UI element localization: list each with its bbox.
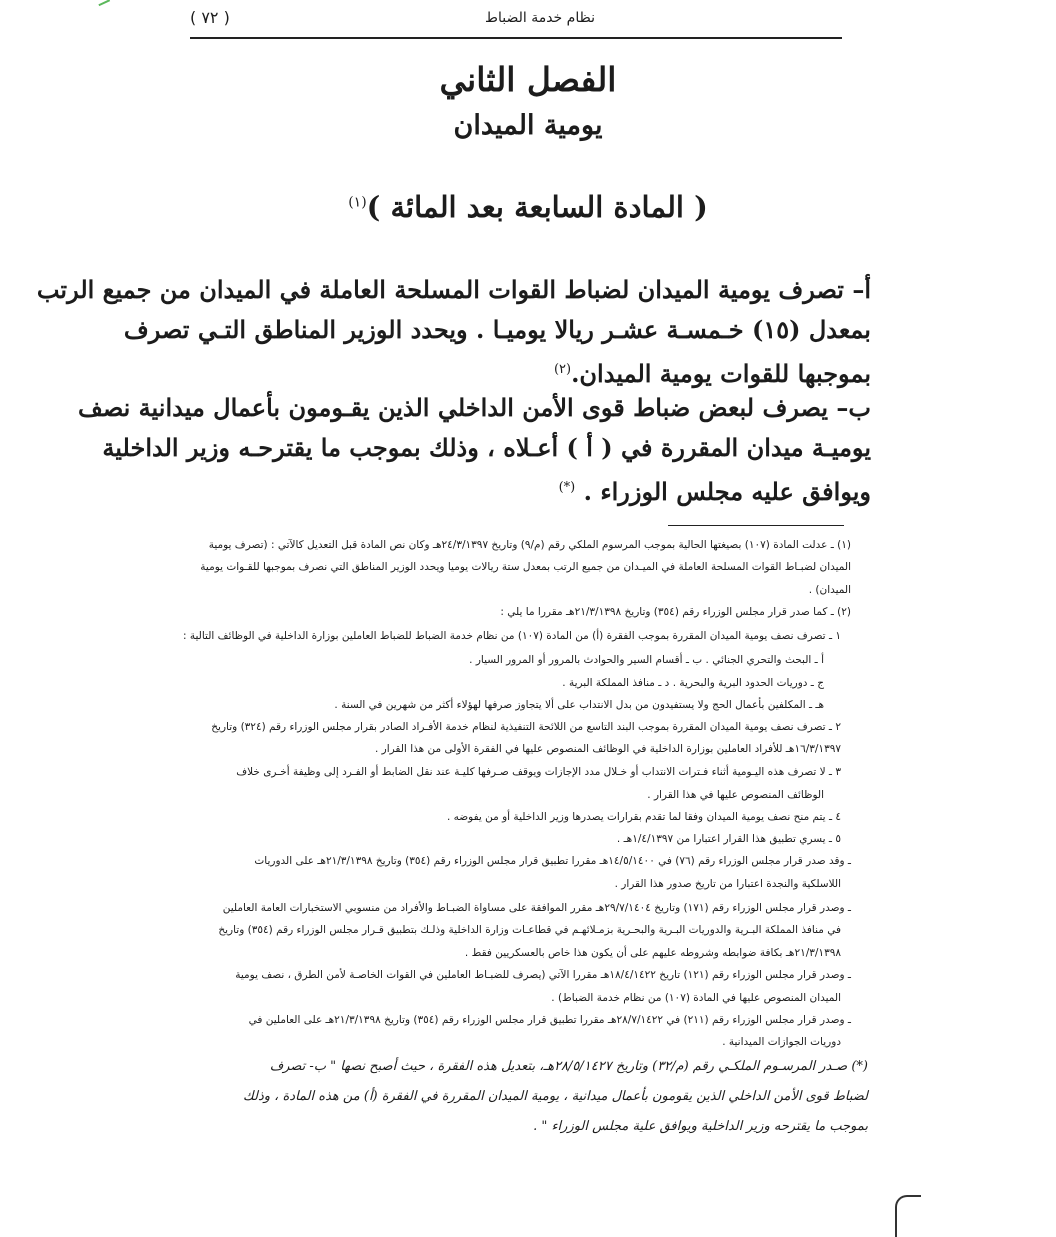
footnote-rule: [668, 525, 844, 526]
footnote-line: دوريات الجوازات الميدانية .: [722, 1036, 841, 1048]
page-curl-mark: [895, 1195, 921, 1237]
amendment-line: (*) صـدر المرسـوم الملكـي رقم (م/٣٢) وتاريخ ٢٨/٥/١٤٢٧هـ، بتعديل هذه الفقرة ، حيث أصبح نصها " ب- تصرف: [269, 1059, 868, 1074]
footnote-line: ١ ـ تصرف نصف يومية الميدان المقررة بموجب الفقرة (أ) من المادة (١٠٧) من نظام خدمة الضباط للضباط العاملين بوزارة الداخلية في الوظائف التالية :: [182, 630, 841, 642]
footnote-line: الميدان) .: [808, 584, 851, 596]
footnote-line: ـ وصدر قرار مجلس الوزراء رقم (١٧١) وتاريخ ٢٩/٧/١٤٠٤هـ مقرر الموافقة على مساواة الضبـاط والأفراد من منسوبي الاستخبارات العامة العاملين: [222, 902, 851, 914]
footnote-line: ٣ ـ لا تصرف هذه اليـومية أثناء فـترات الانتداب أو خـلال مدد الإجازات ويوقف صـرفها كليـة عند نقل الضابط أو الفـرد إلى وظيفة أخـرى خلاف: [236, 766, 841, 778]
footnote-line: (٢) ـ كما صدر قرار مجلس الوزراء رقم (٣٥٤) وتاريخ ٢١/٣/١٣٩٨هـ مقررا ما يلي :: [500, 606, 851, 618]
footnote-line: ٥ ـ يسري تطبيق هذا القرار اعتبارا من ١/٤/١٣٩٧هـ .: [616, 833, 841, 845]
footnote-ref-star: (*): [558, 480, 576, 495]
main-line-text: ويوافق عليه مجلس الوزراء .: [583, 477, 871, 506]
footnote-line: ٢١/٣/١٣٩٨هـ بكافة ضوابطه وشروطه عليهم على أن يكون هذا خاص بالعسكريين فقط .: [464, 947, 841, 959]
corner-mark: [96, 0, 110, 6]
footnote-line: أ ـ البحث والتحري الجنائي . ب ـ أقسام السير والحوادث بالمرور أو المرور السيار .: [469, 654, 824, 666]
header-rule: [190, 37, 842, 39]
main-line-text: بموجبها للقوات يومية الميدان.: [571, 359, 871, 388]
amendment-line: لضباط قوى الأمن الداخلي الذين يقومون بأعمال ميدانية ، يومية الميدان المقررة في الفقرة (أ) من هذه المادة ، وذلك: [243, 1089, 868, 1104]
running-title: نظام خدمة الضباط: [485, 10, 595, 26]
footnote-line: ج ـ دوريات الحدود البرية والبحرية . د ـ منافذ المملكة البرية .: [562, 677, 824, 689]
amendment-line: بموجب ما يقترحه وزير الداخلية ويوافق علية مجلس الوزراء " .: [533, 1119, 868, 1134]
article-heading-text: ( المادة السابعة بعد المائة ): [366, 190, 708, 224]
chapter-title: الفصل الثاني: [439, 60, 617, 99]
footnote-line: ١٦/٣/١٣٩٧هـ للأفراد العاملين بوزارة الداخلية في الوظائف المنصوص عليها في الفقرة الأولى من هذا القرار .: [374, 743, 841, 755]
footnote-line: (١) ـ عدلت المادة (١٠٧) بصيغتها الحالية بموجب المرسوم الملكي رقم (م/٩) وتاريخ ٢٤/٣/١٣٩٧هـ وكان نص المادة قبل التعديل كالآتي : (تصرف يومية: [208, 539, 851, 551]
footnote-line: الوظائف المنصوص عليها في هذا القرار .: [647, 789, 824, 801]
footnote-line: الميدان المنصوص عليها في المادة (١٠٧) من نظام خدمة الضباط) .: [551, 992, 841, 1004]
page-number: ( ٧٢ ): [190, 8, 230, 27]
footnote-ref-1: (١): [348, 194, 367, 211]
main-line: بمعدل (١٥) خـمسـة عشـر ريالا يوميـا . ويحدد الوزير المناطق التـي تصرف: [123, 315, 871, 344]
footnote-line: في منافذ المملكة البـرية والدوريات البـرية والبحـرية بزمـلائهـم في قطاعـات وزارة الداخلية وذلـك بتطبيق قـرار مجلس الوزراء رقم (٣٥٤) وتاريخ: [218, 924, 841, 936]
footnote-line: ـ وقد صدر قرار مجلس الوزراء رقم (٧٦) في ١٤/٥/١٤٠٠هـ مقررا تطبيق قرار مجلس الوزراء رقم (٣٥٤) وتاريخ ٢١/٣/١٣٩٨هـ على الدوريات: [254, 855, 851, 867]
main-line: أ– تصرف يومية الميدان لضباط القوات المسلحة العاملة في الميدان من جميع الرتب: [36, 275, 871, 304]
footnote-line: اللاسلكية والنجدة اعتبارا من تاريخ صدور هذا القرار .: [614, 878, 841, 890]
chapter-subtitle: يومية الميدان: [453, 110, 603, 141]
main-line: يوميـة ميدان المقررة في ( أ ) أعـلاه ، وذلك بموجب ما يقترحـه وزير الداخلية: [102, 433, 871, 462]
footnote-line: الميدان لضبـاط القوات المسلحة العاملة في الميـدان من جميع الرتب بمعدل ستة ريالات يوميا ويحدد الوزير المناطق التي نصرف بموجبها للقـوات يومية: [200, 561, 851, 573]
main-line: ب– يصرف لبعض ضباط قوى الأمن الداخلي الذين يقـومون بأعمال ميدانية نصف: [77, 393, 871, 422]
main-line: [559, 468, 871, 512]
footnote-line: ٢ ـ تصرف نصف يومية الميدان المقررة بموجب البند التاسع من اللائحة التنفيذية لنظام خدمة الأفـراد الصادر بقرار مجلس الوزراء رقم (٣٢٤) وتاريخ: [211, 721, 841, 733]
footnote-line: هـ ـ المكلفين بأعمال الحج ولا يستفيدون من بدل الانتداب على ألا يتجاوز صرفها لهؤلاء أكثر من شهرين في السنة .: [334, 699, 824, 711]
article-heading: [228, 190, 828, 224]
footnote-line: ـ وصدر قرار مجلس الوزراء رقم (١٢١) تاريخ ١٨/٤/١٤٢٢هـ مقررا الآتي (يصرف للضبـاط العاملين في القوات الخاصـة لأمن الطرق ، نصف يومية: [235, 969, 851, 981]
footnote-ref-2: (٢): [553, 362, 572, 377]
footnote-line: ـ وصدر قرار مجلس الوزراء رقم (٢١١) في ٢٨/٧/١٤٢٢هـ مقررا تطبيق قرار مجلس الوزراء رقم (٣٥٤) وتاريخ ٢١/٣/١٣٩٨هـ على العاملين في: [248, 1014, 851, 1026]
footnote-line: ٤ ـ يتم منح نصف يومية الميدان وفقا لما تقدم بقرارات يصدرها وزير الداخلية أو من يفوضه .: [446, 811, 841, 823]
